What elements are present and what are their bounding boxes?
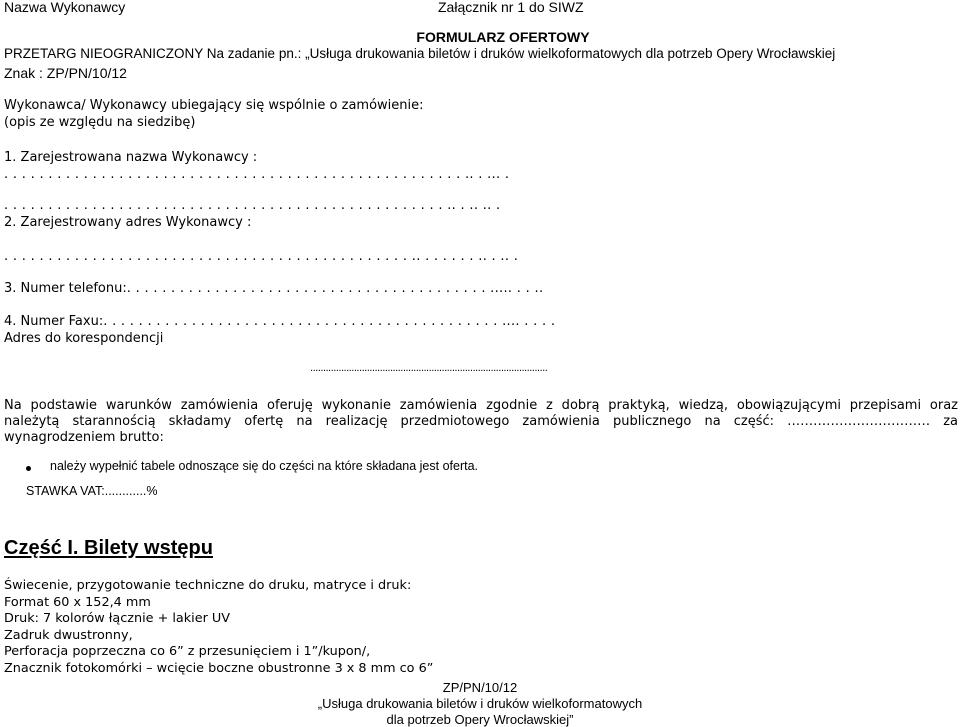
correspondence-label: Adres do korespondencji: [4, 331, 164, 346]
correspondence-dots: ............................................................................................: [310, 363, 548, 374]
section-spec-list: [4, 578, 433, 677]
section-title: Część I. Bilety wstępu: [4, 537, 213, 559]
tender-line: PRZETARG NIEOGRANICZONY Na zadanie pn.: „Usługa drukowania biletów i druków wielkoformatowych dla potrzeb Opery Wrocławskiej: [4, 46, 836, 61]
registered-address-dots: . . . . . . . . . . . . . . . . . . . . . . . . . . . . . . . . . . . . . . . . . . . . . . .. . . . . . . .. . .. .: [4, 249, 519, 264]
offer-text-line-2: należytą starannością składamy ofertę na realizację przedmiotowego zamówienia publicznego na część: …………………………… za: [4, 414, 958, 429]
footer-opera-line: dla potrzeb Opery Wrocławskiej”: [386, 712, 574, 727]
spec-line: Zadruk dwustronny,: [4, 627, 133, 643]
vat-rate-line: STAWKA VAT:............%: [26, 484, 158, 498]
fax-dots: . . . . . . . . . . . . . . . . . . . . . . . . . . . . . . . . . . . . . . . . . . . . . .... . . . .: [103, 314, 556, 329]
spec-line: Świecenie, przygotowanie techniczne do druku, matryce i druk:: [4, 578, 412, 593]
spec-line: Perforacja poprzeczna co 6” z przesunięciem i 1”/kupon/,: [4, 644, 371, 659]
registered-name-dots-2: . . . . . . . . . . . . . . . . . . . . . . . . . . . . . . . . . . . . . . . . . . . . . . . . . . .. . .. .. .: [4, 198, 501, 213]
offer-text-line-3: wynagrodzeniem brutto:: [4, 430, 164, 445]
phone-dots: . . . . . . . . . . . . . . . . . . . . . . . . . . . . . . . . . . . . . . . . . ..... . . ..: [126, 281, 544, 296]
bullet-icon: [26, 466, 31, 471]
footer-sign: ZP/PN/10/12: [442, 680, 518, 695]
spec-line: Druk: 7 kolorów łącznie + lakier UV: [4, 611, 231, 626]
offer-text-line-1: Na podstawie warunków zamówienia oferuję wykonanie zamówienia zgodnie z dobrą praktyką, wiedzą, obowiązującymi przepisami oraz: [4, 398, 958, 413]
attachment-label: Załącznik nr 1 do SIWZ: [438, 0, 584, 15]
applicant-line-2: (opis ze względu na siedzibę): [4, 115, 196, 130]
registered-address-label: 2. Zarejestrowany adres Wykonawcy :: [4, 215, 252, 230]
spec-line: Format 60 x 152,4 mm: [4, 594, 151, 610]
contractor-name-header: Nazwa Wykonawcy: [4, 0, 126, 15]
applicant-line-1: Wykonawca/ Wykonawcy ubiegający się wspólnie o zamówienie:: [4, 98, 424, 113]
registered-name-dots-1: . . . . . . . . . . . . . . . . . . . . . . . . . . . . . . . . . . . . . . . . . . . . . . . . . . . . .. . ... .: [4, 167, 510, 182]
bullet-note: należy wypełnić tabele odnoszące się do części na które składana jest oferta.: [50, 459, 479, 473]
footer-service-line: „Usługa drukowania biletów i druków wielkoformatowych: [317, 696, 643, 711]
form-title: FORMULARZ OFERTOWY: [416, 29, 590, 45]
registered-name-label: 1. Zarejestrowana nazwa Wykonawcy :: [4, 150, 258, 165]
phone-field: [4, 281, 543, 296]
sign-line: Znak : ZP/PN/10/12: [4, 65, 127, 81]
spec-line: Znacznik fotokomórki – wcięcie boczne obustronne 3 x 8 mm co 6”: [4, 660, 434, 676]
phone-label: 3. Numer telefonu:: [4, 281, 127, 296]
fax-label: 4. Numer Faxu:: [4, 314, 104, 329]
fax-field: [4, 314, 555, 329]
